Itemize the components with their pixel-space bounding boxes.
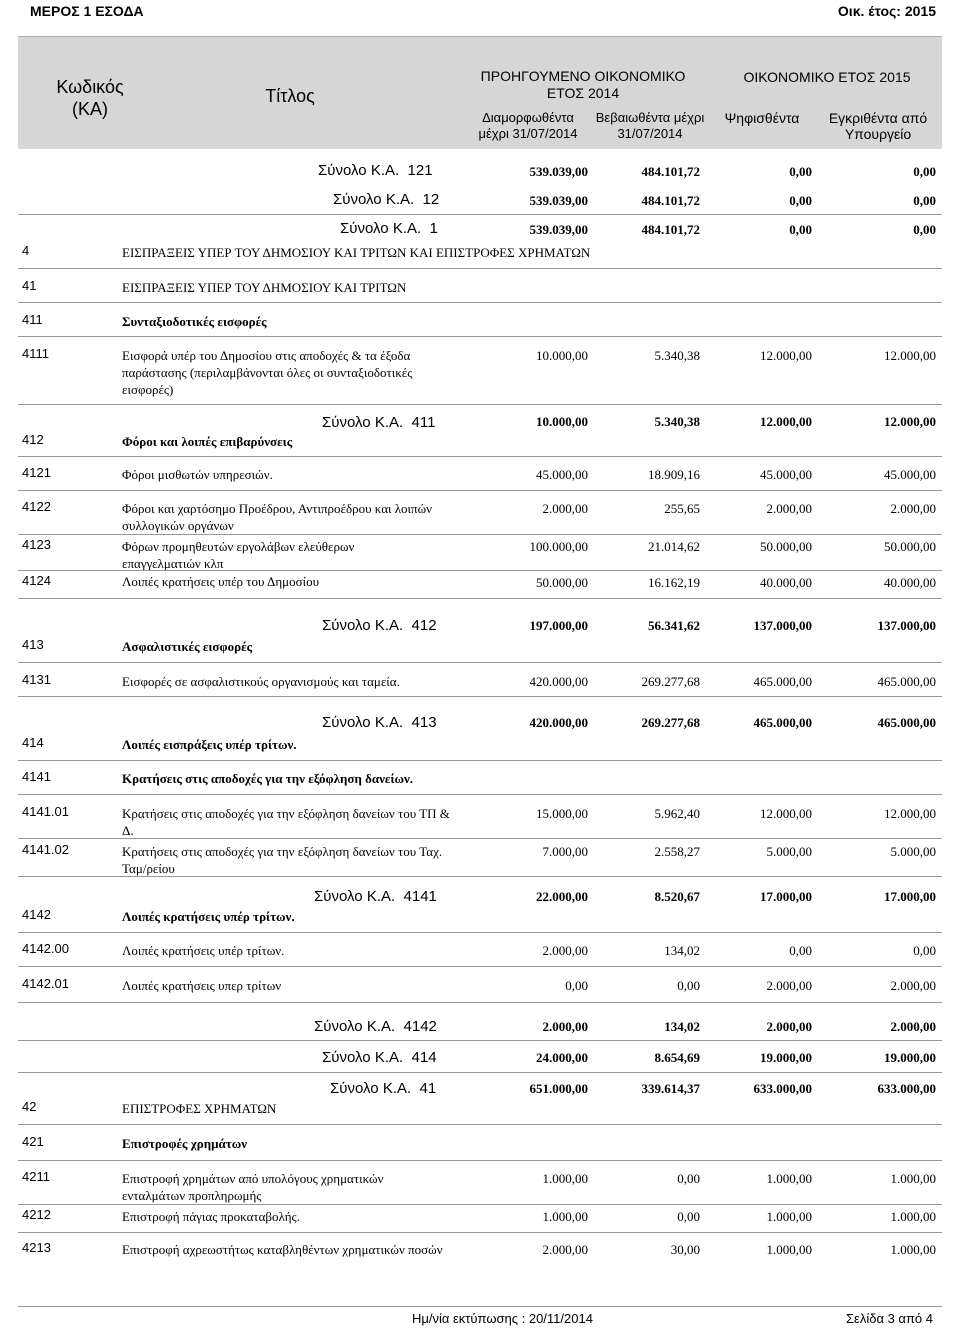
- value-formed: 539.039,00: [529, 222, 588, 237]
- value-confirmed: 8.654,69: [654, 1050, 700, 1065]
- row-code: 421: [22, 1134, 44, 1149]
- value-confirmed: 8.520,67: [654, 889, 700, 904]
- row-title: Φόροι μισθωτών υπηρεσιών.: [122, 467, 273, 482]
- value-voted: 17.000,00: [760, 889, 812, 904]
- top-bar: [0, 0, 960, 22]
- row-title: Λοιπές κρατήσεις υπέρ τρίτων.: [122, 909, 295, 924]
- value-formed: 1.000,00: [542, 1209, 588, 1224]
- value-approved: 12.000,00: [884, 414, 936, 429]
- total-label: Σύνολο Κ.Α. 1: [340, 220, 438, 237]
- value-approved: 1.000,00: [890, 1209, 936, 1224]
- value-formed: 539.039,00: [529, 164, 588, 179]
- value-voted: 5.000,00: [766, 844, 812, 859]
- value-confirmed: 2.558,27: [654, 844, 700, 859]
- value-formed: 197.000,00: [529, 618, 588, 633]
- row-title: ΕΙΣΠΡΑΞΕΙΣ ΥΠΕΡ ΤΟΥ ΔΗΜΟΣΙΟΥ ΚΑΙ ΤΡΙΤΩΝ: [122, 280, 407, 295]
- row-title: Εισφορές σε ασφαλιστικούς οργανισμούς και ταμεία.: [122, 674, 400, 689]
- value-voted: 0,00: [789, 943, 812, 958]
- value-confirmed: 5.340,38: [654, 414, 700, 429]
- row-code: 4142.00: [22, 941, 69, 956]
- value-formed: 0,00: [565, 978, 588, 993]
- value-approved: 12.000,00: [884, 806, 936, 821]
- value-confirmed: 269.277,68: [641, 715, 700, 730]
- value-approved: 0,00: [913, 943, 936, 958]
- value-confirmed: 0,00: [677, 978, 700, 993]
- row-code: 4141.01: [22, 804, 69, 819]
- total-label: Σύνολο Κ.Α. 121: [318, 162, 433, 179]
- value-approved: 0,00: [913, 164, 936, 179]
- value-confirmed: 21.014,62: [648, 539, 700, 554]
- value-formed: 2.000,00: [542, 501, 588, 516]
- row-code: 4124: [22, 573, 51, 588]
- row-code: 411: [22, 312, 43, 327]
- value-formed: 420.000,00: [529, 674, 588, 689]
- value-approved: 17.000,00: [884, 889, 936, 904]
- value-voted: 1.000,00: [766, 1171, 812, 1186]
- value-formed: 420.000,00: [529, 715, 588, 730]
- value-approved: 0,00: [913, 193, 936, 208]
- row-title: Συνταξιοδοτικές εισφορές: [122, 314, 267, 329]
- value-approved: 2.000,00: [890, 978, 936, 993]
- fiscal-year: Οικ. έτος: 2015: [837, 3, 936, 19]
- row-title: Επιστροφή αχρεωστήτως καταβληθέντων χρηματικών ποσών: [122, 1242, 443, 1257]
- value-confirmed: 134,02: [664, 943, 700, 958]
- row-title: Κρατήσεις στις αποδοχές για την εξόφληση δανείων του ΤΠ & Δ.: [122, 806, 450, 838]
- value-confirmed: 255,65: [664, 501, 700, 516]
- header-cur-year: ΟΙΚΟΝΟΜΙΚΟ ΕΤΟΣ 2015: [743, 69, 911, 85]
- header-confirmed: Βεβαιωθέντα μέχρι 31/07/2014: [595, 110, 705, 141]
- value-approved: 633.000,00: [877, 1081, 936, 1096]
- value-formed: 24.000,00: [536, 1050, 588, 1065]
- row-code: 4: [22, 243, 30, 258]
- row-code: 41: [22, 278, 37, 293]
- value-voted: 465.000,00: [753, 715, 812, 730]
- row-code: 4141.02: [22, 842, 69, 857]
- row-title: ΕΠΙΣΤΡΟΦΕΣ ΧΡΗΜΑΤΩΝ: [122, 1101, 277, 1116]
- row-title: Επιστροφή πάγιας προκαταβολής.: [122, 1209, 300, 1224]
- value-confirmed: 0,00: [677, 1171, 700, 1186]
- value-confirmed: 16.162,19: [648, 575, 700, 590]
- value-voted: 45.000,00: [760, 467, 812, 482]
- value-approved: 0,00: [913, 222, 936, 237]
- value-voted: 2.000,00: [766, 1019, 812, 1034]
- row-title: Επιστροφή χρημάτων από υπολόγους χρηματικών ενταλμάτων προπληρωμής: [122, 1171, 384, 1203]
- total-label: Σύνολο Κ.Α. 41: [330, 1080, 437, 1097]
- value-approved: 12.000,00: [884, 348, 936, 363]
- print-date: Ημ/νία εκτύπωσης : 20/11/2014: [412, 1311, 593, 1326]
- value-confirmed: 0,00: [677, 1209, 700, 1224]
- header-prev-year: ΠΡΟΗΓΟΥΜΕΝΟ ΟΙΚΟΝΟΜΙΚΟ ΕΤΟΣ 2014: [480, 68, 686, 101]
- row-code: 4111: [22, 346, 49, 361]
- value-confirmed: 339.614,37: [641, 1081, 700, 1096]
- row-title: Ασφαλιστικές εισφορές: [122, 639, 253, 654]
- value-voted: 19.000,00: [760, 1050, 812, 1065]
- value-approved: 50.000,00: [884, 539, 936, 554]
- value-voted: 1.000,00: [766, 1209, 812, 1224]
- row-title: Κρατήσεις στις αποδοχές για την εξόφληση δανείων του Ταχ. Ταμ/ρείου: [122, 844, 443, 876]
- value-voted: 2.000,00: [766, 501, 812, 516]
- value-voted: 0,00: [789, 193, 812, 208]
- total-label: Σύνολο Κ.Α. 412: [322, 617, 437, 634]
- value-formed: 22.000,00: [536, 889, 588, 904]
- value-confirmed: 134,02: [664, 1019, 700, 1034]
- value-confirmed: 56.341,62: [648, 618, 700, 633]
- value-confirmed: 484.101,72: [641, 164, 700, 179]
- row-code: 414: [22, 735, 44, 750]
- total-label: Σύνολο Κ.Α. 414: [322, 1049, 437, 1066]
- value-approved: 5.000,00: [890, 844, 936, 859]
- value-formed: 2.000,00: [542, 1019, 588, 1034]
- value-approved: 19.000,00: [884, 1050, 936, 1065]
- total-label: Σύνολο Κ.Α. 411: [322, 414, 436, 431]
- row-title: Φόροι και λοιπές επιβαρύνσεις: [122, 434, 293, 449]
- value-confirmed: 5.962,40: [654, 806, 700, 821]
- header-voted: Ψηφισθέντα: [724, 110, 800, 126]
- row-code: 4141: [22, 769, 51, 784]
- total-label: Σύνολο Κ.Α. 4141: [314, 888, 437, 905]
- row-code: 4131: [22, 672, 51, 687]
- value-voted: 465.000,00: [753, 674, 812, 689]
- value-approved: 465.000,00: [877, 674, 936, 689]
- total-label: Σύνολο Κ.Α. 12: [333, 191, 440, 208]
- value-formed: 100.000,00: [529, 539, 588, 554]
- value-approved: 137.000,00: [877, 618, 936, 633]
- value-voted: 12.000,00: [760, 348, 812, 363]
- row-code: 4122: [22, 499, 51, 514]
- value-approved: 2.000,00: [890, 501, 936, 516]
- value-approved: 1.000,00: [890, 1242, 936, 1257]
- row-code: 4121: [22, 465, 51, 480]
- value-formed: 15.000,00: [536, 806, 588, 821]
- value-voted: 0,00: [789, 164, 812, 179]
- row-title: Φόροι και χαρτόσημο Προέδρου, Αντιπροέδρου και λοιπών συλλογικών οργάνων: [122, 501, 433, 533]
- total-label: Σύνολο Κ.Α. 413: [322, 714, 437, 731]
- total-label: Σύνολο Κ.Α. 4142: [314, 1018, 437, 1035]
- row-code: 413: [22, 637, 44, 652]
- header-formed: Διαμορφωθέντα μέχρι 31/07/2014: [478, 110, 578, 141]
- value-voted: 50.000,00: [760, 539, 812, 554]
- row-code: 4212: [22, 1207, 51, 1222]
- row-code: 4142: [22, 907, 51, 922]
- value-confirmed: 5.340,38: [654, 348, 700, 363]
- row-code: 4142.01: [22, 976, 69, 991]
- value-confirmed: 30,00: [670, 1242, 700, 1257]
- value-confirmed: 18.909,16: [648, 467, 700, 482]
- value-formed: 45.000,00: [536, 467, 588, 482]
- value-approved: 465.000,00: [877, 715, 936, 730]
- row-code: 4123: [22, 537, 51, 552]
- header-code: Κωδικός (ΚΑ): [56, 77, 124, 119]
- value-voted: 40.000,00: [760, 575, 812, 590]
- row-title: Εισφορά υπέρ του Δημοσίου στις αποδοχές & τα έξοδα παράστασης (περιλαμβάνονται όλες οι συνταξιοδοτικές εισφορές): [122, 348, 413, 397]
- value-formed: 651.000,00: [529, 1081, 588, 1096]
- value-voted: 1.000,00: [766, 1242, 812, 1257]
- value-approved: 1.000,00: [890, 1171, 936, 1186]
- row-title: ΕΙΣΠΡΑΞΕΙΣ ΥΠΕΡ ΤΟΥ ΔΗΜΟΣΙΟΥ ΚΑΙ ΤΡΙΤΩΝ ΚΑΙ ΕΠΙΣΤΡΟΦΕΣ ΧΡΗΜΑΤΩΝ: [122, 245, 591, 260]
- row-title: Λοιπές κρατήσεις υπερ τρίτων: [122, 978, 282, 993]
- value-formed: 10.000,00: [536, 348, 588, 363]
- value-approved: 45.000,00: [884, 467, 936, 482]
- value-formed: 539.039,00: [529, 193, 588, 208]
- value-voted: 2.000,00: [766, 978, 812, 993]
- header-title: Τίτλος: [265, 86, 315, 106]
- value-approved: 2.000,00: [890, 1019, 936, 1034]
- row-title: Επιστροφές χρημάτων: [122, 1136, 248, 1151]
- value-formed: 10.000,00: [536, 414, 588, 429]
- value-voted: 12.000,00: [760, 806, 812, 821]
- value-formed: 2.000,00: [542, 943, 588, 958]
- value-voted: 137.000,00: [753, 618, 812, 633]
- row-title: Λοιπές κρατήσεις υπέρ τρίτων.: [122, 943, 285, 958]
- value-confirmed: 484.101,72: [641, 222, 700, 237]
- row-code: 4211: [22, 1169, 50, 1184]
- row-code: 42: [22, 1099, 37, 1114]
- row-code: 4213: [22, 1240, 51, 1255]
- row-title: Λοιπές κρατήσεις υπέρ του Δημοσίου: [122, 574, 320, 589]
- value-confirmed: 269.277,68: [641, 674, 700, 689]
- value-confirmed: 484.101,72: [641, 193, 700, 208]
- value-formed: 50.000,00: [536, 575, 588, 590]
- value-approved: 40.000,00: [884, 575, 936, 590]
- value-voted: 12.000,00: [760, 414, 812, 429]
- value-formed: 7.000,00: [542, 844, 588, 859]
- page-number: Σελίδα 3 από 4: [846, 1311, 933, 1326]
- value-voted: 633.000,00: [753, 1081, 812, 1096]
- row-title: Φόρων προμηθευτών εργολάβων ελεύθερων επαγγελματιών κλπ: [122, 539, 355, 571]
- value-formed: 1.000,00: [542, 1171, 588, 1186]
- value-formed: 2.000,00: [542, 1242, 588, 1257]
- section-title: ΜΕΡΟΣ 1 ΕΣΟΔΑ: [30, 3, 144, 19]
- header-approved: Εγκριθέντα από Υπουργείο: [828, 110, 928, 142]
- value-voted: 0,00: [789, 222, 812, 237]
- row-code: 412: [22, 432, 44, 447]
- row-title: Κρατήσεις στις αποδοχές για την εξόφληση δανείων.: [122, 771, 414, 786]
- row-title: Λοιπές εισπράξεις υπέρ τρίτων.: [122, 737, 297, 752]
